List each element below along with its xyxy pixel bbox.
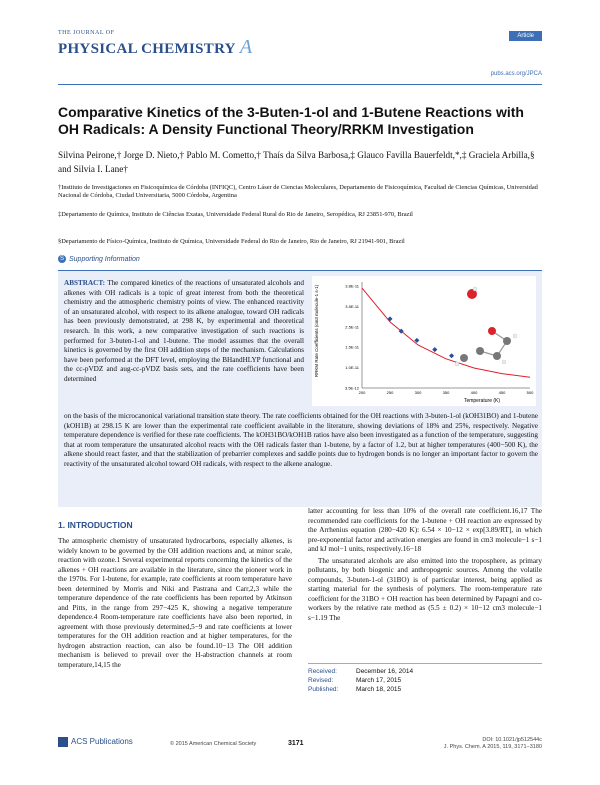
intro-column-1: The atmospheric chemistry of unsaturated hydrocarbons, especially alkenes, is widely known to be governed by the OH addition reactions and, at minor scale, reaction with ozone.1 Several experimental reports concerning the kinetics of the alkenes + OH reactions are available in the literature, since the pioneer work in the 1970s. For 1-butene, for example, rate coefficients at room temperature have been determined by Morris and Niki and Pastrana and Carr,2,3 while the temperature dependence of the rate coefficients has been reported by Atkinson and Pitts, in the range from 297−425 K, showing a negative temperature dependence.4 Room-temperature rate coefficients have also been reported, in agreement with those previously determined,5−9 and rate coefficients at lower temperatures for the OH addition reaction and at higher temperatures, for the hydrogen abstraction reaction, can also be found.10−13 The OH addition mechanism is believed to prevail over the H-abstraction channels at room temperature,14,15 the (58, 537, 292, 669)
affiliation-2: ‡Departamento de Química, Instituto de Ciências Exatas, Universidade Federal Rural do Rio de Janeiro, Seropédica, RJ 23851-970, Brazil (58, 211, 413, 218)
journal-letter: A (239, 36, 253, 58)
page-number: 3171 (288, 740, 304, 747)
chart-xlabel: Temperature (K) (463, 398, 501, 404)
abstract-label: ABSTRACT: (64, 279, 106, 287)
chart-ylabel: RRKM Rate Coefficients (cm3 molecule-1 s-1) (314, 284, 319, 378)
paper-title: Comparative Kinetics of the 3-Buten-1-ol and 1-Butene Reactions with OH Radicals: A Density Functional Theory/RRKM Investigation (58, 104, 524, 137)
journal-big: PHYSICAL CHEMISTRY (58, 41, 236, 57)
y-tick-label: 3.5E-11 (345, 303, 359, 309)
carbon-atom-1 (503, 337, 511, 345)
carbon-atom-4 (460, 354, 468, 362)
x-tick-label: 300 (414, 390, 422, 395)
affiliation-1: †Instituto de Investigaciones en Fisicoquímica de Córdoba (INFIQC), Centro Láser de Ciencias Moleculares, Departamento de Fisicoquímica, Facultad de Ciencias Químicas, Universidad Nacional de Córdoba, Ciudad Universitaria, 5000 Córdoba, Argentina (58, 184, 538, 200)
y-tick-label: 1.5E-11 (345, 344, 359, 350)
intro-col2-paragraph-a: latter accounting for less than 10% of the overall rate coefficient.16,17 The recommended rate coefficients for the 1-butene + OH reaction are expressed by the Arrhenius equation (280−420 K): 6.54 × 10−12 × exp[3.89/RT], in which pre-exponential factor and activation energies are found in cm3 molecule−1 s−1 and kJ mol−1 units, respectively.16−18 (308, 507, 542, 553)
citation: J. Phys. Chem. A 2015, 119, 3171−3180 (443, 744, 542, 750)
carbon-atom-2 (493, 352, 501, 360)
affiliation-3: §Departamento de Físico-Química, Instituto de Química, Universidade Federal do Rio de Janeiro, Rio de Janeiro, RJ 21941-901, Brazil (58, 238, 405, 245)
journal-small: THE JOURNAL OF (58, 30, 115, 36)
carbon-atom-3 (476, 347, 484, 355)
alcohol-oxygen-atom (488, 327, 496, 335)
date-published: Published: March 18, 2015 (308, 686, 402, 693)
y-tick-label: 3.5E-12 (344, 385, 359, 391)
abstract-text-1: The compared kinetics of the reactions of unsaturated alcohols and alkenes with OH radicals is a topic of great interest from both the theoretical chemistry and the atmospheric chemistry points of view. The enhanced reactivity of an unsaturated alcohol, with respect to its alkene analogue, toward OH radicals has been previously demonstrated, at 298 K, by experimental and theoretical research. In this work, a new comparative investigation of such reactions is performed for 3-buten-1-ol and 1-butene. The model assumes that the overall kinetics is governed by the first OH addition steps of the mechanism. Calculations have been performed at the DFT level, employing the BHandHLYP functional and the cc-pVDZ and aug-cc-pVDZ basis sets, and the rate coefficients have been determined (64, 279, 304, 383)
copyright: © 2015 American Chemical Society (170, 741, 257, 747)
supporting-info-link[interactable] (58, 255, 140, 263)
journal-url-link[interactable]: pubs.acs.org/JPCA (490, 71, 542, 77)
y-tick-label: 3.8E-11 (345, 283, 359, 289)
toc-graphic (312, 276, 536, 406)
abstract-part2: on the basis of the microcanonical variational transition state theory. The rate coefficients obtained for the OH reactions with 3-buten-1-ol (kOH31BO) and 1-butene (kOH1B) at 298.15 K are lower than the experimental rate coefficient available in the literature, showing deviations of 18% and 25%, respectively. Negative temperature dependence is verified for these rate coefficients. The kOH31BO/kOH1B ratios have also been investigated as a function of the temperature, suggesting that at room temperature the unsaturated alcohol reacts with the OH radicals faster than 1-butene, by a factor of 1.2, but at higher temperatures (400−500 K), the alkene should react faster, and that the stabilization of prebarrier complexes and saddle points due to hydrogen bonds is no longer an important factor to govern the reactivity of the unsaturated alcohol toward OH radicals, with respect to the alkene analogue. (64, 412, 538, 468)
hydrogen-atom-2 (502, 360, 506, 364)
publisher-logo: ACS Publications (58, 737, 133, 747)
article-type-badge: Article (509, 31, 542, 41)
author-list: Silvina Peirone,† Jorge D. Nieto,† Pablo M. Cometto,† Thaís da Silva Barbosa,‡ Glauco Favilla Bauerfeldt,*,‡ Graciela Arbilla,§ and Silvia I. Lane† (58, 150, 535, 174)
intro-col2-paragraph-b: The unsaturated alcohols are also emitted into the troposphere, as primary pollutants, by both biogenic and anthropogenic sources. Among the volatile compounds, 3-buten-1-ol (31BO) is of particular interest, being applied as starting material for the synthesis of polymers. The room-temperature rate coefficient for the 31BO + OH reaction has been determined by Papagni and co-workers by the relative rate method as (5.5 ± 0.2) × 10−12 cm3 molecule−1 s−1.19 The (308, 556, 542, 622)
y-tick-label: 2.5E-11 (345, 324, 359, 330)
date-received: Received: December 16, 2014 (308, 668, 414, 675)
x-tick-label: 350 (442, 390, 450, 395)
x-tick-label: 250 (386, 390, 394, 395)
supporting-info-label: Supporting Information (69, 255, 140, 263)
x-tick-label: 500 (526, 390, 534, 395)
x-tick-label: 200 (358, 390, 366, 395)
hydrogen-atom-1 (513, 334, 517, 338)
doi-footer (444, 737, 542, 751)
history-dates (308, 663, 542, 694)
info-icon: S (59, 256, 64, 262)
header-divider (58, 84, 542, 85)
y-tick-label: 1.0E-11 (345, 365, 359, 371)
x-tick-label: 400 (470, 390, 478, 395)
date-revised: Revised: March 17, 2015 (308, 677, 402, 684)
intro-column-2 (308, 507, 542, 623)
acs-logo-icon (58, 737, 68, 747)
abstract-part1 (64, 279, 304, 385)
journal-masthead (58, 30, 252, 59)
x-tick-label: 450 (498, 390, 506, 395)
oh-hydrogen-atom (473, 287, 477, 291)
doi-link[interactable]: DOI: 10.1021/jp512544c (482, 737, 542, 743)
hydrogen-atom-3 (455, 362, 459, 366)
section-heading: 1. INTRODUCTION (58, 520, 133, 530)
